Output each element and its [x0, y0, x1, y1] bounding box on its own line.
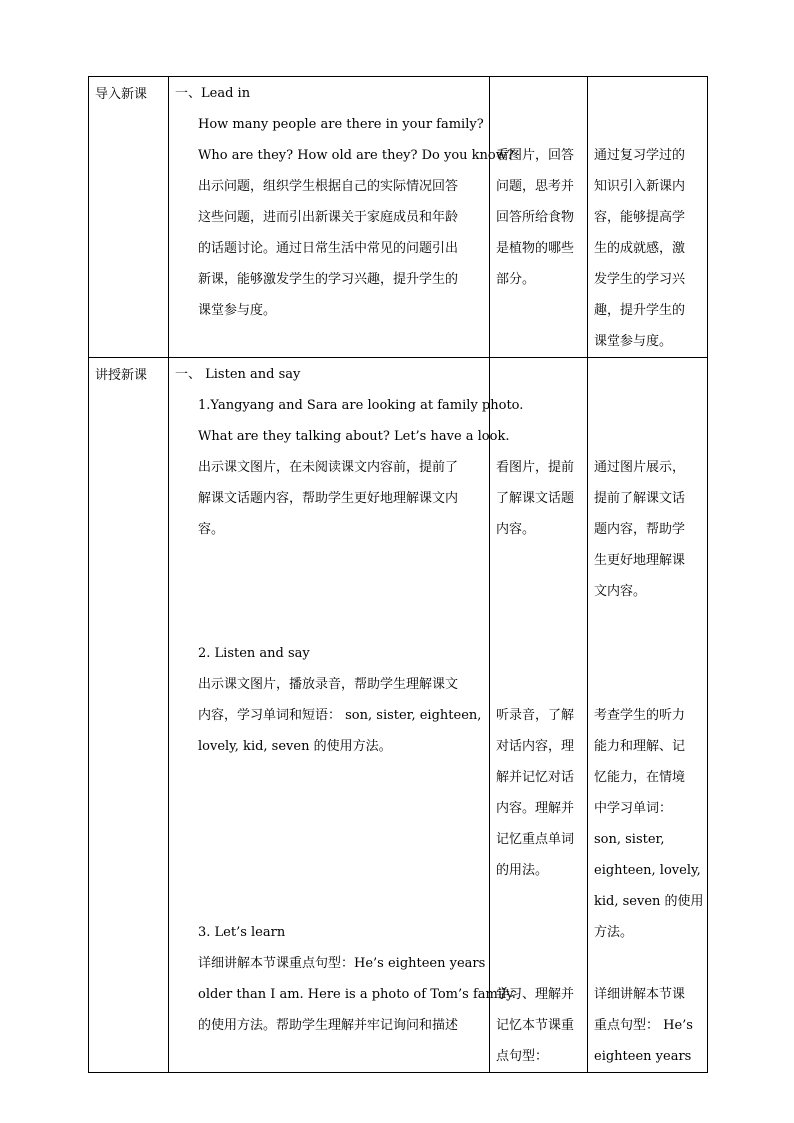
intent-text-line: 文内容。 — [594, 584, 647, 599]
student-text-line: 记忆重点单词 — [496, 832, 575, 847]
teacher-text-line: 详细讲解本节课重点句型：He’s eighteen years — [198, 956, 486, 971]
intent-text-line: kid, seven 的使用 — [594, 894, 704, 909]
student-text-line: 听录音，了解 — [496, 708, 575, 723]
student-text-line: 是植物的哪些 — [496, 241, 575, 256]
intent-text-line: 课堂参与度。 — [594, 334, 673, 349]
teacher-text-line: What are they talking about? Let’s have a look. — [198, 429, 510, 444]
design-intent-cell — [588, 77, 708, 358]
student-text-line: 了解课文话题 — [496, 491, 575, 506]
teacher-text-line: 2. Listen and say — [198, 646, 310, 661]
lesson-plan-table — [88, 76, 708, 1073]
intent-text-line: 提前了解课文话 — [594, 491, 686, 506]
teacher-text-line: 出示课文图片，播放录音，帮助学生理解课文 — [198, 677, 459, 692]
teacher-text-line: 这些问题，进而引出新课关于家庭成员和年龄 — [198, 210, 459, 225]
teacher-text-line: 的使用方法。帮助学生理解并牢记询问和描述 — [198, 1018, 459, 1033]
student-text-line: 记忆本节课重 — [496, 1018, 575, 1033]
intent-text-line: 知识引入新课内 — [594, 179, 686, 194]
student-text-line: 内容。 — [496, 522, 536, 537]
intent-text-line: 忆能力，在情境 — [594, 770, 686, 785]
student-text-line: 回答所给食物 — [496, 210, 575, 225]
lead-in-row — [89, 77, 708, 358]
teacher-text-line: 内容，学习单词和短语： son, sister, eighteen, — [198, 708, 482, 723]
student-text-line: 对话内容，理 — [496, 739, 575, 754]
intent-text-line: eighteen years — [594, 1049, 692, 1064]
student-text-line: 的用法。 — [496, 863, 549, 878]
teacher-text-line: 容。 — [198, 522, 225, 537]
teacher-text-line: lovely, kid, seven 的使用方法。 — [198, 739, 392, 754]
stage-cell — [89, 77, 169, 358]
student-activity-cell — [490, 358, 588, 1073]
intent-text-line: 考查学生的听力 — [594, 708, 686, 723]
student-text-line: 问题，思考并 — [496, 179, 575, 194]
student-text-line: 看图片，回答 — [496, 148, 575, 163]
teacher-text-line: 解课文话题内容，帮助学生更好地理解课文内 — [198, 491, 459, 506]
intent-text-line: 通过图片展示， — [594, 460, 686, 475]
student-text-line: 解并记忆对话 — [496, 770, 575, 785]
teacher-activity-cell — [169, 77, 514, 358]
student-text-line: 学习、理解并 — [496, 987, 575, 1002]
teacher-text-line: Who are they? How old are they? Do you know? — [198, 148, 514, 163]
intent-text-line: 重点句型： He’s — [594, 1018, 693, 1033]
teacher-text-line: 1.Yangyang and Sara are looking at family photo. — [198, 398, 524, 413]
stage-label: 讲授新课 — [95, 368, 148, 383]
intent-text-line: 发学生的学习兴 — [594, 272, 686, 287]
teacher-text-line: 新课，能够激发学生的学习兴趣，提升学生的 — [198, 272, 459, 287]
section-heading: 一、Lead in — [175, 86, 251, 101]
intent-text-line: 趣，提升学生的 — [594, 303, 686, 318]
stage-label: 导入新课 — [95, 87, 148, 102]
teacher-text-line: 出示问题，组织学生根据自己的实际情况回答 — [198, 179, 459, 194]
teacher-text-line: 出示课文图片，在未阅读课文内容前，提前了 — [198, 460, 459, 475]
teacher-text-line: 的话题讨论。通过日常生活中常见的问题引出 — [198, 241, 459, 256]
intent-text-line: 题内容，帮助学 — [594, 522, 686, 537]
teacher-text-line: 课堂参与度。 — [198, 303, 277, 318]
design-intent-cell — [588, 358, 708, 1073]
intent-text-line: 通过复习学过的 — [594, 148, 686, 163]
student-activity-cell — [490, 77, 588, 358]
student-text-line: 看图片，提前 — [496, 460, 575, 475]
teacher-text-line: older than I am. Here is a photo of Tom’s family. — [198, 987, 516, 1002]
stage-cell — [89, 358, 169, 1073]
intent-text-line: 中学习单词： — [594, 801, 673, 816]
intent-text-line: eighteen, lovely, — [594, 863, 701, 878]
intent-text-line: 生更好地理解课 — [594, 553, 686, 568]
student-text-line: 部分。 — [496, 272, 536, 287]
teacher-text-line: 3. Let’s learn — [198, 925, 286, 940]
new-lesson-row — [89, 358, 708, 1073]
student-text-line: 点句型： — [496, 1049, 549, 1064]
intent-text-line: 能力和理解、记 — [594, 739, 686, 754]
section-heading: 一、 Listen and say — [175, 367, 301, 382]
intent-text-line: 容，能够提高学 — [594, 210, 686, 225]
intent-text-line: 详细讲解本节课 — [594, 987, 686, 1002]
teacher-text-line: How many people are there in your family? — [198, 117, 484, 132]
intent-text-line: son, sister, — [594, 832, 665, 847]
student-text-line: 内容。理解并 — [496, 801, 575, 816]
intent-text-line: 生的成就感，激 — [594, 241, 686, 256]
intent-text-line: 方法。 — [594, 925, 634, 940]
